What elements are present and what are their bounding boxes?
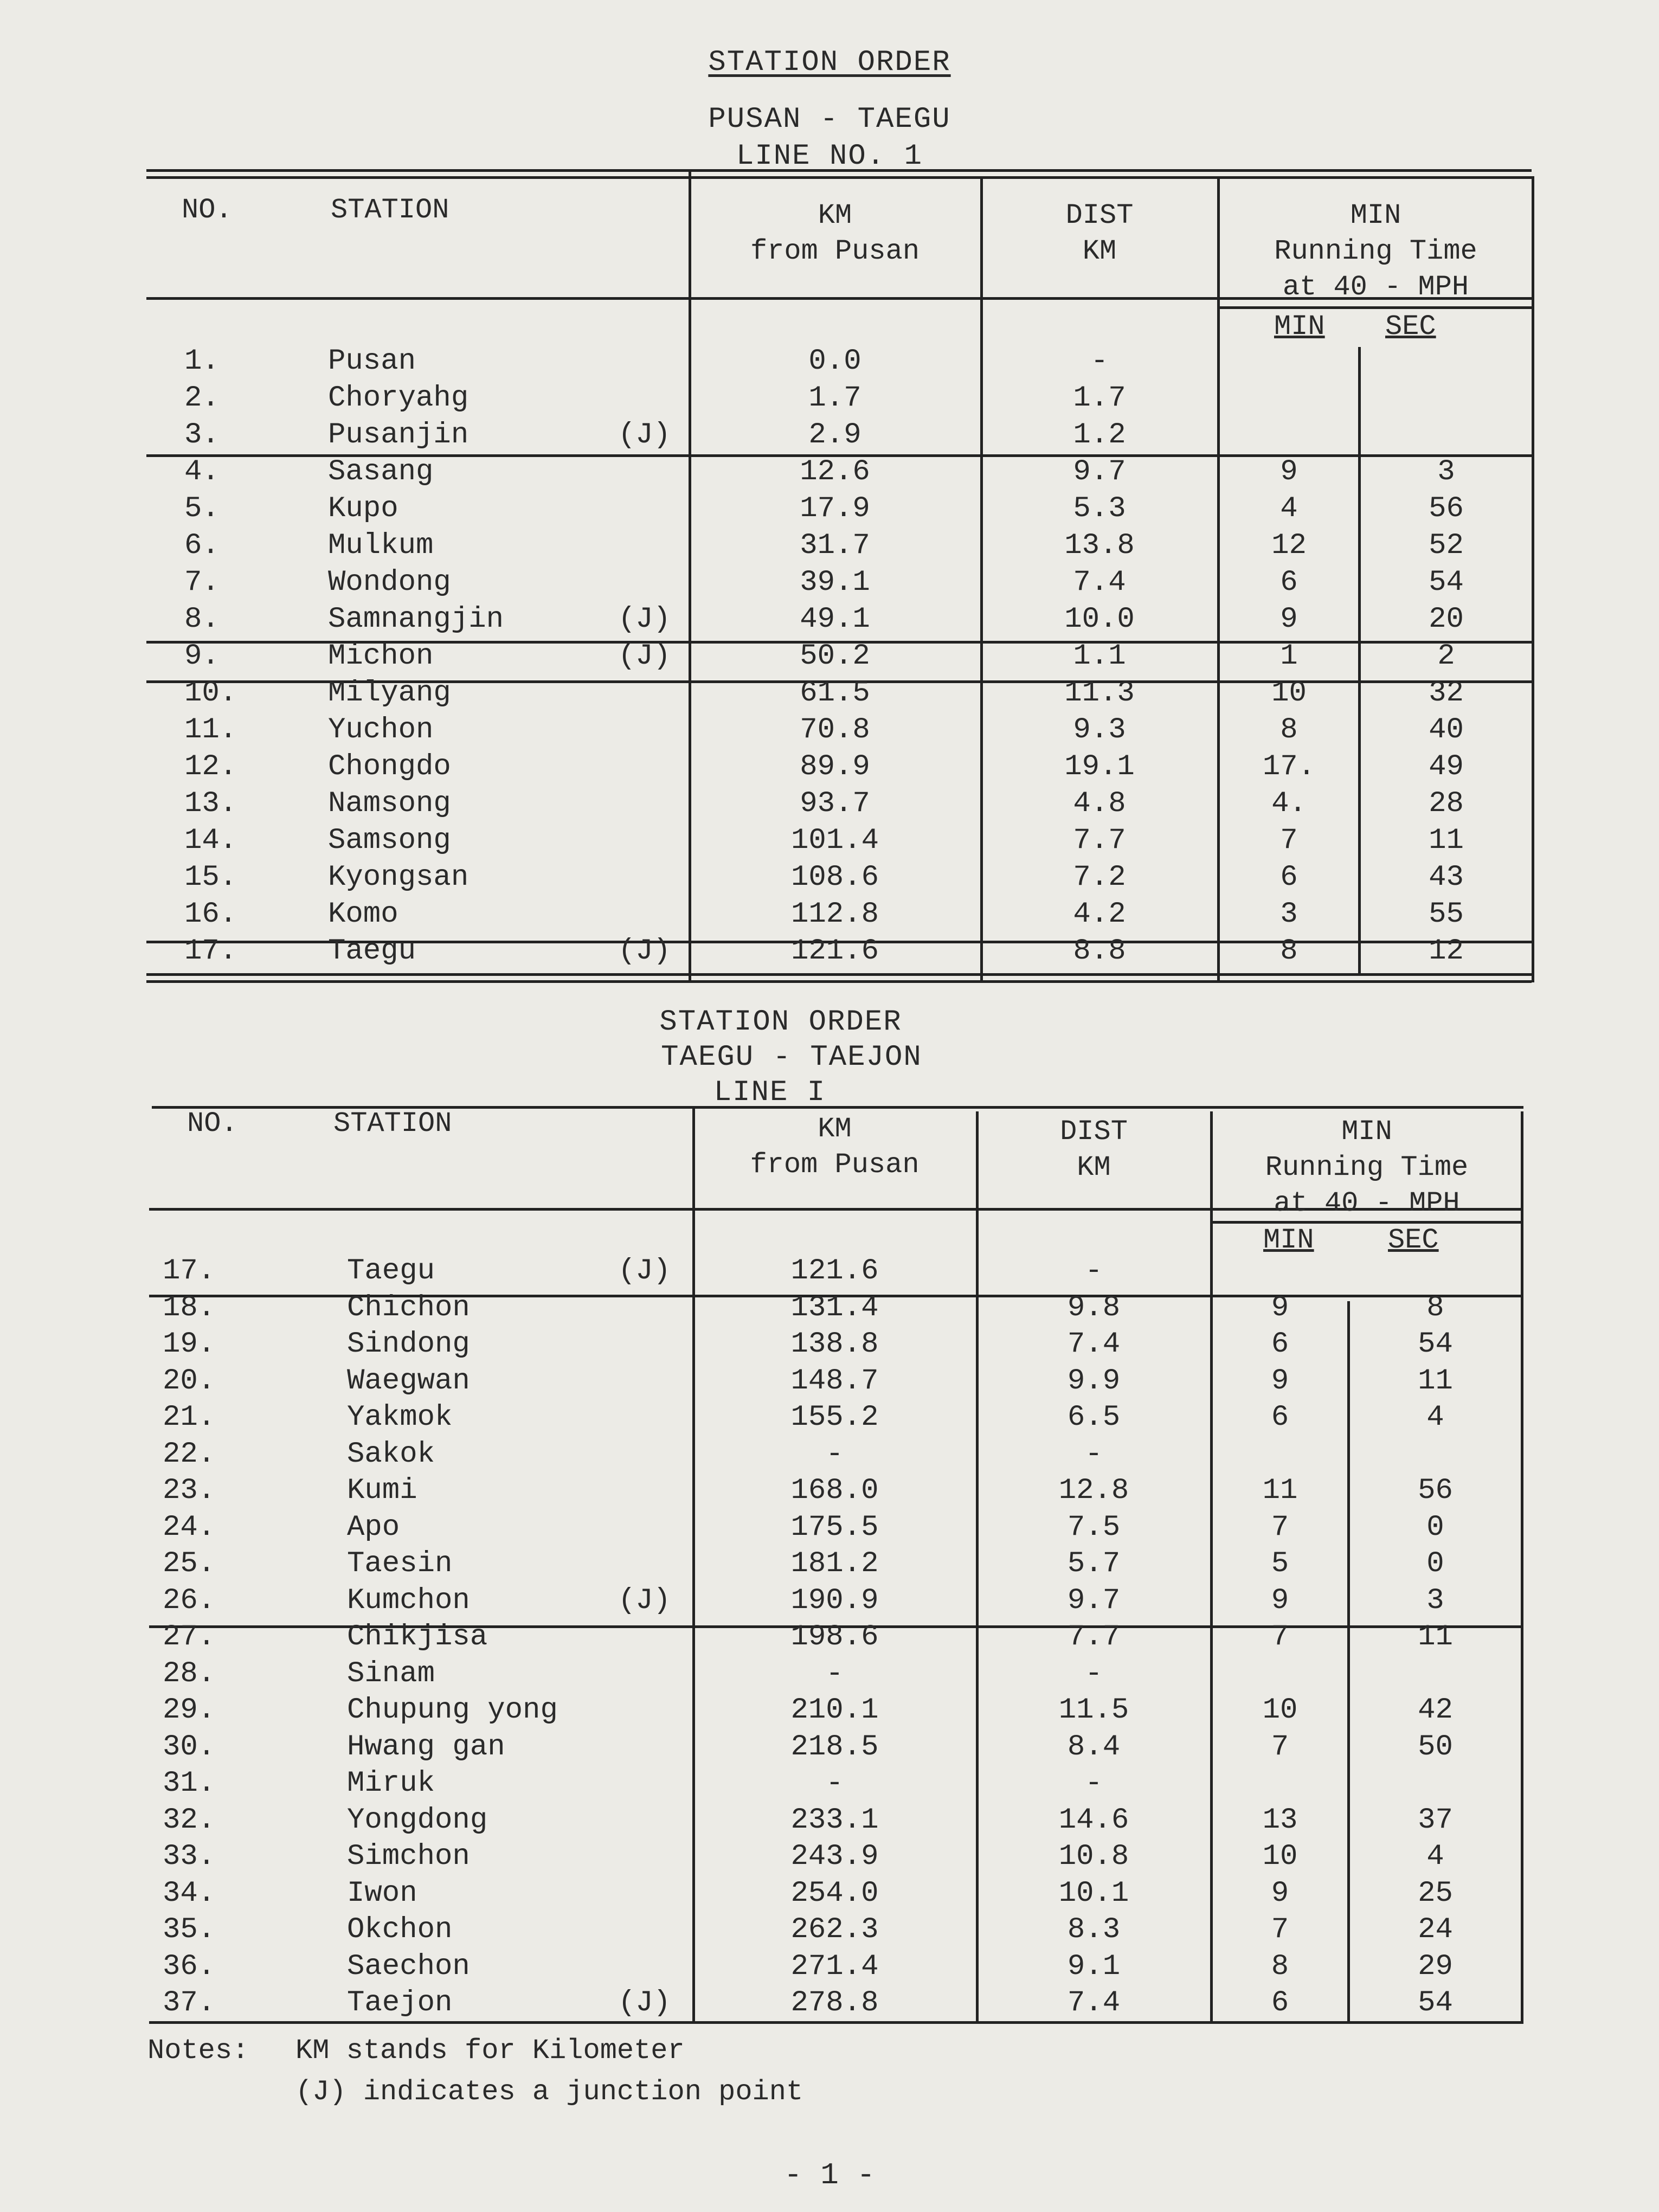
sec-value: 2 <box>1437 640 1455 673</box>
section2-title: STATION ORDER <box>659 1006 902 1039</box>
station-name: Hwang gan <box>347 1730 505 1764</box>
km-value: 61.5 <box>800 677 870 710</box>
sec-value: 4 <box>1426 1401 1444 1434</box>
km-value: 121.6 <box>790 1255 879 1288</box>
station-name: Pusanjin <box>328 419 469 452</box>
km-value: 262.3 <box>790 1913 879 1946</box>
dist-value: - <box>1085 1437 1103 1471</box>
sec-value: 12 <box>1429 935 1464 968</box>
min-value: 1 <box>1280 640 1298 673</box>
row-number: 27. <box>163 1621 216 1654</box>
sec-value: 37 <box>1418 1803 1453 1837</box>
dist-value: 8.4 <box>1067 1730 1121 1764</box>
row-number: 31. <box>163 1767 216 1800</box>
km-value: - <box>826 1657 844 1690</box>
station-name: Mulkum <box>328 529 434 562</box>
row-number: 17. <box>163 1255 216 1288</box>
km-value: 271.4 <box>790 1950 879 1983</box>
sec-value: 3 <box>1426 1584 1444 1617</box>
station-name: Kumchon <box>347 1584 470 1617</box>
km-value: 168.0 <box>790 1474 879 1507</box>
row-number: 15. <box>184 861 237 894</box>
row-number: 17. <box>184 935 237 968</box>
station-name: Sasang <box>328 455 434 488</box>
s1-header-km: KM from Pusan <box>750 200 920 267</box>
section2-line: LINE I <box>713 1076 826 1109</box>
station-name: Simchon <box>347 1840 470 1873</box>
s1-header-min: MIN Running Time at 40 - MPH <box>1274 200 1477 303</box>
row-number: 30. <box>163 1730 216 1764</box>
sec-value: 56 <box>1418 1474 1453 1507</box>
row-number: 14. <box>184 824 237 857</box>
station-name: Okchon <box>347 1913 453 1946</box>
row-number: 18. <box>163 1291 216 1324</box>
s1-header-min-sub: MIN <box>1274 311 1325 343</box>
min-value: 8 <box>1271 1950 1289 1983</box>
sec-value: 3 <box>1437 455 1455 488</box>
km-value: 49.1 <box>800 603 870 636</box>
notes-label: Notes: <box>147 2035 249 2067</box>
station-name: Komo <box>328 898 398 931</box>
row-number: 7. <box>184 566 220 599</box>
notes <box>147 2030 249 2072</box>
sec-value: 54 <box>1418 1328 1453 1361</box>
km-value: 50.2 <box>800 640 870 673</box>
sec-value: 42 <box>1418 1694 1453 1727</box>
station-name: Waegwan <box>347 1364 470 1398</box>
station-name: Miruk <box>347 1767 435 1800</box>
notes-line1: KM stands for Kilometer <box>295 2035 685 2067</box>
dist-value: 10.0 <box>1064 603 1135 636</box>
s2-header-min-sub: MIN <box>1263 1224 1314 1256</box>
dist-value: - <box>1085 1657 1103 1690</box>
sec-value: 4 <box>1426 1840 1444 1873</box>
row-number: 35. <box>163 1913 216 1946</box>
km-value: 190.9 <box>790 1584 879 1617</box>
dist-value: 11.5 <box>1058 1694 1129 1727</box>
section2-route: TAEGU - TAEJON <box>661 1041 922 1074</box>
s2-header-km: KM from Pusan <box>750 1113 919 1181</box>
station-name: Taegu <box>328 935 416 968</box>
km-value: 278.8 <box>790 1986 879 2020</box>
station-name: Kumi <box>347 1474 417 1507</box>
sec-value: 56 <box>1429 492 1464 525</box>
dist-value: 1.7 <box>1073 382 1126 415</box>
dist-value: 5.3 <box>1073 492 1126 525</box>
row-number: 32. <box>163 1803 216 1837</box>
km-value: 254.0 <box>790 1876 879 1910</box>
dist-value: 7.4 <box>1067 1986 1121 2020</box>
row-number: 34. <box>163 1876 216 1910</box>
row-number: 20. <box>163 1364 216 1398</box>
junction-mark: (J) <box>618 1584 671 1617</box>
station-name: Sakok <box>347 1437 435 1471</box>
row-number: 12. <box>184 750 237 783</box>
dist-value: 6.5 <box>1067 1401 1121 1434</box>
km-value: 210.1 <box>790 1694 879 1727</box>
sec-value: 49 <box>1429 750 1464 783</box>
min-value: 7 <box>1271 1913 1289 1946</box>
row-number: 10. <box>184 677 237 710</box>
km-value: 155.2 <box>790 1401 879 1434</box>
sec-value: 52 <box>1429 529 1464 562</box>
dist-value: 7.4 <box>1073 566 1126 599</box>
station-name: Pusan <box>328 345 416 378</box>
station-name: Chikjisa <box>347 1621 488 1654</box>
row-number: 21. <box>163 1401 216 1434</box>
min-value: 4 <box>1280 492 1298 525</box>
min-value: 7 <box>1271 1730 1289 1764</box>
min-value: 9 <box>1271 1876 1289 1910</box>
station-name: Yongdong <box>347 1803 488 1837</box>
sec-value: 25 <box>1418 1876 1453 1910</box>
row-number: 29. <box>163 1694 216 1727</box>
km-value: - <box>826 1437 844 1471</box>
min-value: 10 <box>1271 677 1307 710</box>
km-value: 17.9 <box>800 492 870 525</box>
km-value: 12.6 <box>800 455 870 488</box>
dist-value: 12.8 <box>1058 1474 1129 1507</box>
min-value: 7 <box>1271 1621 1289 1654</box>
km-value: 2.9 <box>808 419 861 452</box>
section1-route: PUSAN - TAEGU <box>708 103 951 136</box>
sec-value: 40 <box>1429 713 1464 747</box>
s1-header-dist: DIST KM <box>1065 200 1134 267</box>
station-name: Yakmok <box>347 1401 453 1434</box>
s2-header-no: NO. <box>187 1108 238 1140</box>
km-value: 181.2 <box>790 1547 879 1580</box>
min-value: 6 <box>1271 1328 1289 1361</box>
s1-header-sec-sub: SEC <box>1385 311 1436 343</box>
min-value: 9 <box>1271 1584 1289 1617</box>
station-name: Taejon <box>347 1986 453 2020</box>
station-name: Kyongsan <box>328 861 469 894</box>
row-number: 33. <box>163 1840 216 1873</box>
dist-value: 10.8 <box>1058 1840 1129 1873</box>
km-value: 131.4 <box>790 1291 879 1324</box>
dist-value: - <box>1090 345 1109 378</box>
junction-mark: (J) <box>618 603 671 636</box>
section1-title: STATION ORDER <box>708 46 951 79</box>
row-number: 6. <box>184 529 220 562</box>
dist-value: 9.9 <box>1067 1364 1121 1398</box>
sec-value: 43 <box>1429 861 1464 894</box>
min-value: 10 <box>1262 1840 1298 1873</box>
sec-value: 11 <box>1418 1621 1453 1654</box>
s2-header-dist: DIST KM <box>1060 1116 1128 1184</box>
min-value: 7 <box>1271 1510 1289 1544</box>
km-value: 198.6 <box>790 1621 879 1654</box>
dist-value: 4.2 <box>1073 898 1126 931</box>
sec-value: 32 <box>1429 677 1464 710</box>
dist-value: 9.8 <box>1067 1291 1121 1324</box>
station-name: Yuchon <box>328 713 434 747</box>
row-number: 36. <box>163 1950 216 1983</box>
sec-value: 20 <box>1429 603 1464 636</box>
dist-value: 9.7 <box>1067 1584 1121 1617</box>
station-name: Iwon <box>347 1876 417 1910</box>
station-name: Sindong <box>347 1328 470 1361</box>
dist-value: 9.7 <box>1073 455 1126 488</box>
min-value: 6 <box>1280 861 1298 894</box>
km-value: 112.8 <box>790 898 879 931</box>
km-value: 93.7 <box>800 787 870 820</box>
station-name: Chupung yong <box>347 1694 558 1727</box>
sec-value: 24 <box>1418 1913 1453 1946</box>
s2-header-station: STATION <box>333 1108 452 1140</box>
s1-header-no: NO. <box>182 194 233 226</box>
row-number: 37. <box>163 1986 216 2020</box>
station-name: Wondong <box>328 566 451 599</box>
station-name: Saechon <box>347 1950 470 1983</box>
row-number: 11. <box>184 713 237 747</box>
s2-header-sec-sub: SEC <box>1388 1224 1439 1256</box>
junction-mark: (J) <box>618 640 671 673</box>
km-value: 101.4 <box>790 824 879 857</box>
s2-header-min: MIN Running Time at 40 - MPH <box>1265 1116 1469 1219</box>
row-number: 26. <box>163 1584 216 1617</box>
min-value: 4. <box>1271 787 1307 820</box>
row-number: 9. <box>184 640 220 673</box>
sec-value: 11 <box>1418 1364 1453 1398</box>
station-name: Choryahg <box>328 382 469 415</box>
dist-value: 5.7 <box>1067 1547 1121 1580</box>
dist-value: 1.1 <box>1073 640 1126 673</box>
station-name: Apo <box>347 1510 400 1544</box>
min-value: 6 <box>1271 1986 1289 2020</box>
km-value: 39.1 <box>800 566 870 599</box>
sec-value: 54 <box>1418 1986 1453 2020</box>
station-name: Milyang <box>328 677 451 710</box>
km-value: 89.9 <box>800 750 870 783</box>
dist-value: - <box>1085 1767 1103 1800</box>
km-value: 233.1 <box>790 1803 879 1837</box>
min-value: 10 <box>1262 1694 1298 1727</box>
min-value: 9 <box>1271 1291 1289 1324</box>
km-value: 1.7 <box>808 382 861 415</box>
row-number: 19. <box>163 1328 216 1361</box>
sec-value: 28 <box>1429 787 1464 820</box>
dist-value: 7.4 <box>1067 1328 1121 1361</box>
row-number: 13. <box>184 787 237 820</box>
station-name: Taesin <box>347 1547 453 1580</box>
dist-value: 19.1 <box>1064 750 1135 783</box>
row-number: 4. <box>184 455 220 488</box>
station-name: Chongdo <box>328 750 451 783</box>
station-name: Samnangjin <box>328 603 504 636</box>
min-value: 9 <box>1280 603 1298 636</box>
km-value: 218.5 <box>790 1730 879 1764</box>
dist-value: 7.7 <box>1073 824 1126 857</box>
s1-header-station: STATION <box>331 194 449 226</box>
row-number: 28. <box>163 1657 216 1690</box>
sec-value: 8 <box>1426 1291 1444 1324</box>
dist-value: 7.2 <box>1073 861 1126 894</box>
km-value: 148.7 <box>790 1364 879 1398</box>
row-number: 8. <box>184 603 220 636</box>
station-name: Taegu <box>347 1255 435 1288</box>
row-number: 5. <box>184 492 220 525</box>
dist-value: - <box>1085 1255 1103 1288</box>
sec-value: 54 <box>1429 566 1464 599</box>
row-number: 25. <box>163 1547 216 1580</box>
min-value: 17. <box>1262 750 1316 783</box>
km-value: 0.0 <box>808 345 861 378</box>
sec-value: 29 <box>1418 1950 1453 1983</box>
station-name: Chichon <box>347 1291 470 1324</box>
min-value: 6 <box>1280 566 1298 599</box>
row-number: 23. <box>163 1474 216 1507</box>
sec-value: 50 <box>1418 1730 1453 1764</box>
station-name: Michon <box>328 640 434 673</box>
min-value: 8 <box>1280 935 1298 968</box>
km-value: 138.8 <box>790 1328 879 1361</box>
dist-value: 14.6 <box>1058 1803 1129 1837</box>
row-number: 1. <box>184 345 220 378</box>
min-value: 3 <box>1280 898 1298 931</box>
junction-mark: (J) <box>618 419 671 452</box>
station-name: Sinam <box>347 1657 435 1690</box>
junction-mark: (J) <box>618 1986 671 2020</box>
station-name: Namsong <box>328 787 451 820</box>
km-value: 243.9 <box>790 1840 879 1873</box>
sec-value: 0 <box>1426 1510 1444 1544</box>
row-number: 2. <box>184 382 220 415</box>
min-value: 9 <box>1280 455 1298 488</box>
min-value: 13 <box>1262 1803 1298 1837</box>
dist-value: 9.1 <box>1067 1950 1121 1983</box>
min-value: 9 <box>1271 1364 1289 1398</box>
min-value: 5 <box>1271 1547 1289 1580</box>
junction-mark: (J) <box>618 1255 671 1288</box>
sec-value: 55 <box>1429 898 1464 931</box>
km-value: 70.8 <box>800 713 870 747</box>
dist-value: 4.8 <box>1073 787 1126 820</box>
dist-value: 8.3 <box>1067 1913 1121 1946</box>
min-value: 11 <box>1262 1474 1298 1507</box>
dist-value: 11.3 <box>1064 677 1135 710</box>
km-value: 175.5 <box>790 1510 879 1544</box>
dist-value: 7.5 <box>1067 1510 1121 1544</box>
dist-value: 13.8 <box>1064 529 1135 562</box>
km-value: 31.7 <box>800 529 870 562</box>
row-number: 22. <box>163 1437 216 1471</box>
sec-value: 0 <box>1426 1547 1444 1580</box>
km-value: 121.6 <box>790 935 879 968</box>
min-value: 12 <box>1271 529 1307 562</box>
sec-value: 11 <box>1429 824 1464 857</box>
dist-value: 9.3 <box>1073 713 1126 747</box>
notes-line2: (J) indicates a junction point <box>295 2076 803 2108</box>
dist-value: 7.7 <box>1067 1621 1121 1654</box>
notes-lines <box>295 2030 803 2113</box>
section1-line: LINE NO. 1 <box>736 140 923 173</box>
page-number: - 1 - <box>783 2158 876 2192</box>
dist-value: 1.2 <box>1073 419 1126 452</box>
junction-mark: (J) <box>618 935 671 968</box>
min-value: 7 <box>1280 824 1298 857</box>
dist-value: 10.1 <box>1058 1876 1129 1910</box>
station-name: Samsong <box>328 824 451 857</box>
min-value: 8 <box>1280 713 1298 747</box>
row-number: 3. <box>184 419 220 452</box>
min-value: 6 <box>1271 1401 1289 1434</box>
km-value: 108.6 <box>790 861 879 894</box>
dist-value: 8.8 <box>1073 935 1126 968</box>
row-number: 24. <box>163 1510 216 1544</box>
km-value: - <box>826 1767 844 1800</box>
row-number: 16. <box>184 898 237 931</box>
station-name: Kupo <box>328 492 398 525</box>
